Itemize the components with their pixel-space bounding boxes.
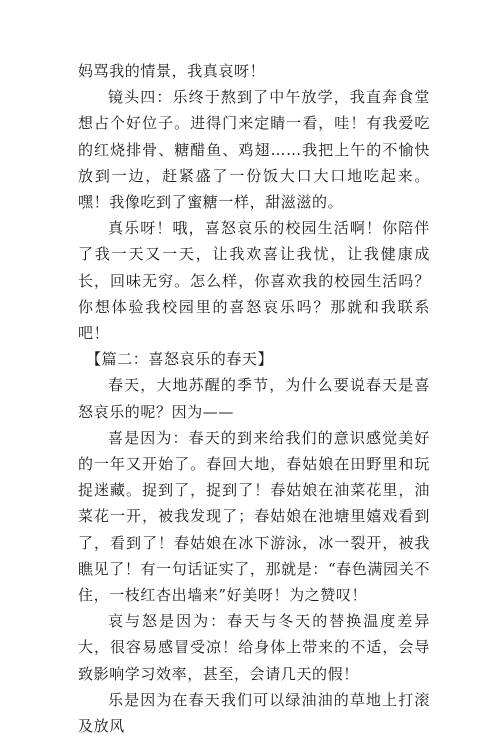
paragraph-scene-four: 镜头四：乐终于熬到了中午放学，我直奔食堂想占个好位子。进得门来定睛一看，哇！有我爱吃的红烧排骨、糖醋鱼、鸡翅……我把上午的不愉快放到一边，赶紧盛了一份饭大口大口地吃起来。嘿！我像吃到了蜜糖一样，甜滋滋的。 [78,88,430,212]
paragraph-conclusion: 真乐呀！哦，喜怒哀乐的校园生活啊！你陪伴了我一天又一天，让我欢喜让我忧，让我健康成长，回味无穷。怎么样，你喜欢我的校园生活吗？你想体验我校园里的喜怒哀乐吗？那就和我联系吧！ [78,219,430,343]
paragraph-sorrow-anger: 哀与怒是因为：春天与冬天的替换温度差异大，很容易感冒受凉！给身体上带来的不适，会导致影响学习效率，甚至，会请几天的假！ [78,612,430,683]
document-page [78,58,430,739]
paragraph-happiness: 乐是因为在春天我们可以绿油油的草地上打滚及放风 [78,690,430,736]
paragraph-continuation: 妈骂我的情景，我真哀呀！ [78,62,266,80]
paragraph-intro: 春天，大地苏醒的季节，为什么要说春天是喜怒哀乐的呢？因为—— [78,376,430,421]
section-heading: 【篇二：喜怒哀乐的春天】 [86,350,274,369]
paragraph-joy: 喜是因为：春天的到来给我们的意识感觉美好的一年又开始了。春回大地，春姑娘在田野里和玩捉迷藏。捉到了，捉到了！春姑娘在油菜花里，油菜花一开，被我发现了；春姑娘在池塘里嬉戏看到了，看到了！春姑娘在冰下游泳，冰一裂开，被我瞧见了！有一句话证实了，那就是：“春色满园关不住，一枝红杏出墙来”好美呀！为之赞叹！ [78,428,430,605]
